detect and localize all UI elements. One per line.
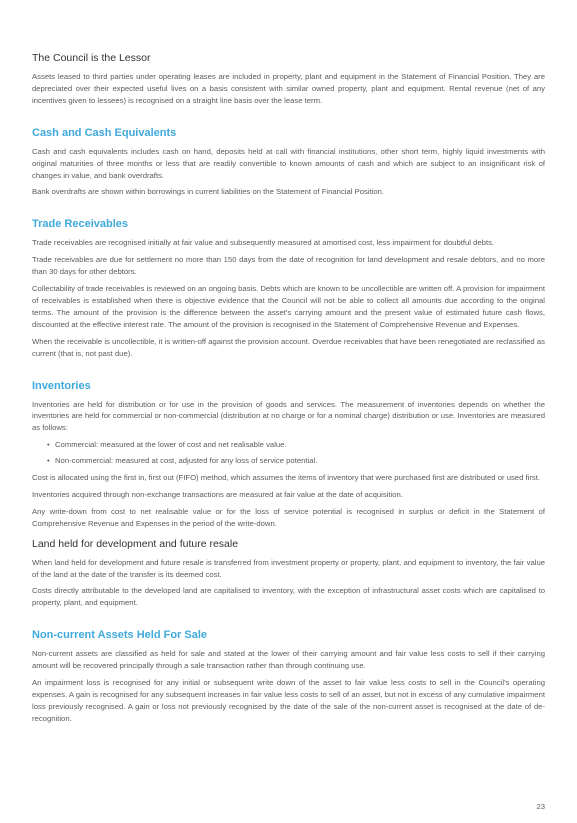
section-heading-lessor: The Council is the Lessor (32, 52, 151, 64)
section-heading-receivables: Trade Receivables (32, 218, 129, 231)
bullet-list (32, 439, 545, 467)
paragraph: Costs directly attributable to the developed land are capitalised to inventory, with the exception of infrastructural asset costs which are capitalised to property, plant, and equipment. (32, 586, 545, 608)
paragraph: Bank overdrafts are shown within borrowings in current liabilities on the Statement of Financial Position. (32, 187, 385, 197)
list-item: • Non-commercial: measured at cost, adjusted for any loss of service potential. (47, 455, 545, 467)
paragraph: Inventories are held for distribution or for use in the provision of goods and services. The measurement of inventories depends on whether the inventories are held for commercial or non-commercial (distribution at no charge or for a nominal charge) distribution or use. Inventories are measured as follows: (32, 399, 545, 433)
list-item: • Commercial: measured at the lower of cost and net realisable value. (47, 439, 545, 451)
paragraph: Cost is allocated using the first in, first out (FIFO) method, which assumes the items of inventory that were purchased first are distributed or used first. (32, 473, 541, 483)
paragraph: Any write-down from cost to net realisable value or for the loss of service potential is recognised in surplus or deficit in the Statement of Comprehensive Revenue and Expenses in the period of the write-down. (32, 506, 545, 528)
paragraph: Trade receivables are due for settlement no more than 150 days from the date of recognition for land development and resale debtors, and no more than 30 days for other debtors. (32, 255, 545, 277)
paragraph: Trade receivables are recognised initially at fair value and subsequently measured at amortised cost, less impairment for doubtful debts. (32, 238, 495, 248)
page-number: 23 (536, 802, 545, 811)
section-heading-cash: Cash and Cash Equivalents (32, 126, 177, 139)
paragraph: When land held for development and future resale is transferred from investment property or property, plant, and equipment to inventory, the fair value of the land at the date of the transfer is its deemed cost. (32, 557, 545, 579)
section-heading-noncurrent: Non-current Assets Held For Sale (32, 629, 208, 642)
paragraph: An impairment loss is recognised for any initial or subsequent write down of the asset to fair value less costs to sell in the Council's operating expenses. A gain is recognised for any subsequent increases in fair value less costs to sell of an asset, but not in excess of any cumulative impairment loss previously recognised. A gain or loss not previously recognised by the date of the sale of the non-current asset is recognised at the date of de-recognition. (32, 678, 545, 723)
paragraph: Assets leased to third parties under operating leases are included in property, plant and equipment in the Statement of Financial Position. They are depreciated over their expected useful lives on a basis consistent with similar owned property, plant and equipment. Rental revenue (net of any incentives given to lessees) is recognised on a straight line basis over the lease term. (32, 72, 545, 105)
paragraph: Non-current assets are classified as held for sale and stated at the lower of their carrying amount and fair value less costs to sell if their carrying amount will be recovered principally through a sale transaction rather than through continuing use. (32, 649, 545, 671)
paragraph: Collectability of trade receivables is reviewed on an ongoing basis. Debts which are known to be uncollectible are written off. A provision for impairment of receivables is established when there is objective evidence that the Council will not be able to collect all amounts due according to the original terms. The amount of the provision is the difference between the asset's carrying amount and the present value of estimated future cash flows, discounted at the effective interest rate. The amount of the provision is recognised in the Statement of Comprehensive Revenue and Expenses. (32, 284, 545, 329)
paragraph: Inventories acquired through non-exchange transactions are measured at fair value at the date of acquisition. (32, 489, 403, 499)
paragraph: Cash and cash equivalents includes cash on hand, deposits held at call with financial institutions, other short term, highly liquid investments with original maturities of three months or less that are readily convertible to known amounts of cash and which are subject to an insignificant risk of changes in value, and bank overdrafts. (32, 146, 545, 180)
paragraph: When the receivable is uncollectible, it is written-off against the provision account. Overdue receivables that have been renegotiated are reclassified as current (that is, not past due). (32, 336, 545, 358)
section-heading-land: Land held for development and future resale (32, 537, 239, 550)
section-heading-inventories: Inventories (32, 379, 91, 392)
